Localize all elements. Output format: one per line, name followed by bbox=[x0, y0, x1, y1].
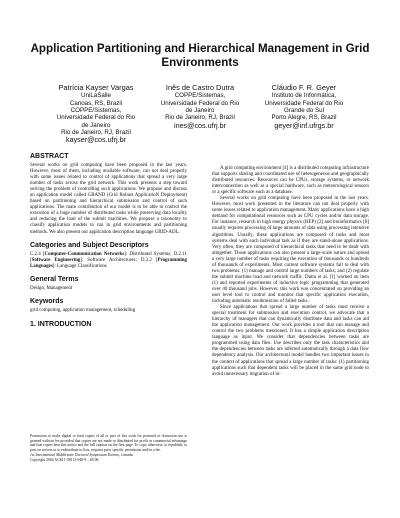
author-email: ines@cos.ufrj.br bbox=[173, 120, 227, 130]
copyright-notice bbox=[30, 434, 187, 462]
author-name: Cláudio F. R. Geyer bbox=[271, 83, 337, 92]
author-1 bbox=[44, 84, 148, 145]
affiliation-line: Instituto de Informática, bbox=[271, 92, 337, 100]
keywords-heading: Keywords bbox=[30, 297, 64, 305]
category-code: C.2.4 [ bbox=[30, 251, 45, 257]
right-column bbox=[212, 166, 369, 378]
affiliation-line: Universidade Federal do Rio bbox=[56, 114, 136, 122]
affiliation-line: COPPE/Sistemas, bbox=[70, 107, 122, 114]
affiliation-line: Canoas, RS, Brazil bbox=[69, 99, 123, 107]
author-2 bbox=[148, 84, 252, 145]
category-rest: ]: Distributed Systems; D.2.11 [ bbox=[30, 251, 188, 263]
category-name: Programming Languages bbox=[30, 257, 187, 269]
left-column bbox=[30, 152, 187, 328]
paper-title: Application Partitioning and Hierarchical Management in Grid Environments bbox=[30, 42, 370, 69]
author-name: Patrícia Kayser Vargas bbox=[58, 83, 134, 92]
general-terms-heading: General Terms bbox=[30, 275, 79, 283]
copyright-line: Copyright 2004 ACM 1-58113-948-9 ...$5.00. bbox=[30, 457, 100, 462]
category-rest: ]: Software Architectures; D.3.2 [ bbox=[80, 257, 158, 263]
author-name: Inês de Castro Dutra bbox=[165, 83, 235, 92]
author-3 bbox=[252, 84, 356, 145]
affiliation-line: UniLaSalle bbox=[81, 92, 111, 100]
affiliation-line: Rio de Janeiro, RJ, Brazil bbox=[165, 114, 235, 122]
affiliation-line: COPPE/Sistemas, bbox=[174, 92, 226, 100]
abstract-heading: ABSTRACT bbox=[30, 153, 69, 160]
affiliation-line: Universidade Federal do Rio bbox=[160, 99, 240, 107]
affiliation-line: Grande do Sul bbox=[284, 107, 324, 114]
categories-heading: Categories and Subject Descriptors bbox=[30, 241, 149, 249]
category-name: Software Engineering bbox=[31, 257, 81, 263]
abstract-text: Several works on grid computing have been proposed in the last years. However, most of them, including available software, can not deal properly with some issues related to control of applications that spread a very large number of tasks across the grid network. This work presents a step toward solving the problem of controlling such applications. We propose and discuss an application model called GRAND (Grid Robust ApplicatioN Deployment) based on partitioning and hierarchical submission and control of such applications. The main contribution of our model is to be able to control the execution of a huge number of distributed tasks while preserving data locality and reducing the load of the submit machines. We propose a taxonomy to classify application models to run in grid environments and partitioning methods. We also present our application description language GRID-ADL. bbox=[30, 163, 187, 235]
keywords-text: grid computing, application management, scheduling bbox=[30, 307, 136, 313]
categories-text bbox=[30, 252, 187, 270]
body-paragraph: Since applications that spread a large number of tasks must receive a special treatment for submission and execution control, we advocate that a hierarchy of managers that can dynamically distribute data and tasks can aid the application management. Our work provides a tool that can manage and control the two problems mentioned. It has a simple application description language as input. We consider that dependencies between tasks are programmed using data files. Use describes only the task characteristics and the dependencies between tasks are inferred automatically through a data flow dependency analysis. Our architectural model handles two important issues in the context of applications that spread a large number of tasks: (1) partitioning applications such that dependent tasks will be placed in the same grid node to avoid unnecessary migration of in- bbox=[212, 305, 369, 377]
author-email: kayser@cos.ufrj.br bbox=[65, 135, 127, 145]
affiliation-line: de Janeiro bbox=[81, 121, 111, 129]
author-email: geyer@inf.ufrgs.br bbox=[274, 120, 334, 130]
affiliation-line: Rio de Janeiro, RJ, Brazil bbox=[61, 128, 131, 136]
body-paragraph: Several works on grid computing have been proposed in the last years. However, most work presented in the literature can not deal properly with some issues related to application management. Many applications have a high demand for computational resources such as CPU cycles and/or data storage. For instance, research in high energy physics (HEP) [2] and bioinformatics [8] usually requires processing of large amounts of data using processing intensive algorithms. Usually, these applications are composed of tasks and most systems deal with each individual task as if they are stand-alone applications. Very often, they are composed of hierarchical tasks that need to be dealt with altogether. Those applications can also present a large-scale nature and spread a very large number of tasks requiring the execution of thousands or hundreds of thousands of experiments. Most current software systems fail to deal with two problems: (1) manage and control large numbers of tasks; and (2) regulate the submit machine load and network traffic. Dutra et al. [1] worked on item (1) and reported experiments of inductive logic programming that generated over 40 thousand jobs. However, this work was concentrated on providing an user level tool to control and monitor that specific application execution, including automatic resubmission of failed tasks. bbox=[212, 196, 369, 305]
venue-line: 1st International Middleware Doctoral Symposium Toronto, Canada bbox=[30, 452, 133, 457]
affiliation-line: Universidade Federal do Rio bbox=[264, 99, 344, 107]
author-block bbox=[44, 84, 356, 145]
introduction-heading: 1. INTRODUCTION bbox=[30, 320, 92, 328]
category-name: Computer-Communication Networks bbox=[44, 251, 125, 257]
affiliation-line: de Janeiro bbox=[185, 107, 215, 114]
category-rest: ]: Language Classifications bbox=[52, 263, 107, 269]
permission-text: Permission to make digital or hard copies of all or part of this work for personal or classroom use is granted without fee provided that copies are not made or distributed for profit or commercial advantage and that copies bear this notice and the full citation on the first page. To copy otherwise, to republish, to post on servers or to redistribute to lists, requires prior specific permission and/or a fee. bbox=[30, 434, 187, 453]
body-paragraph: A grid computing environment [4] is a distributed computing infrastructure that supports sharing and coordinated use of heterogeneous and geographically distributed resources. Resources can be CPUs, storage systems, or network interconnection as well as a special hardware, such as meteorological sensors or a specific software such as a database. bbox=[212, 166, 369, 196]
general-terms-text: Design, Management bbox=[30, 285, 73, 291]
affiliation-line: Porto Alegre, RS, Brazil bbox=[271, 114, 337, 122]
